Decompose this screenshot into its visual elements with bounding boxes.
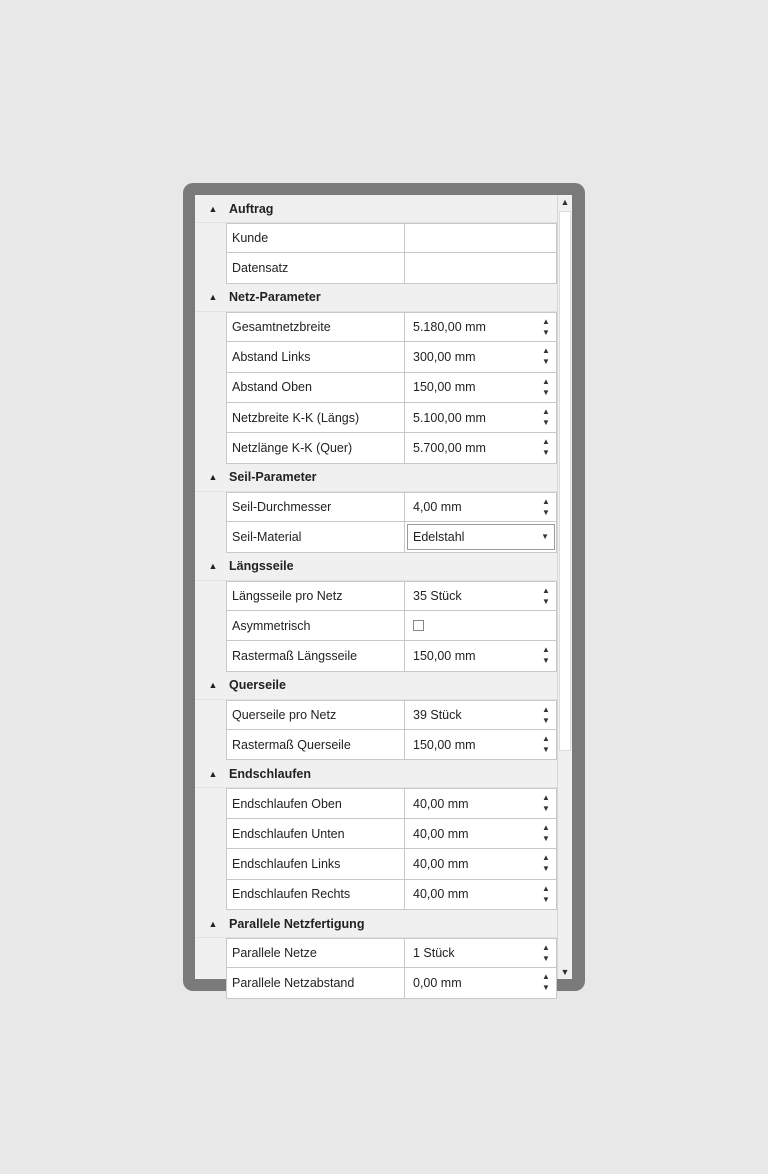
spin-control[interactable] [540,704,552,726]
property-row-laengsseile-pro-netz [227,581,557,611]
spin-up-icon[interactable]: ▲ [542,793,550,803]
property-row-endschlaufen-rechts [227,880,557,910]
spin-down-icon[interactable]: ▼ [542,833,550,843]
spin-control[interactable] [540,733,552,755]
spin-up-icon[interactable]: ▲ [542,943,550,953]
spin-control[interactable] [540,822,552,844]
spin-control[interactable] [540,496,552,518]
section-rows-endschlaufen [226,788,557,910]
spin-up-icon[interactable]: ▲ [542,437,550,447]
spin-control[interactable] [540,971,552,993]
property-value-seil-material[interactable] [405,522,557,551]
property-label: Seil-Durchmesser [227,493,405,521]
property-value-netzlaenge-k-k-quer[interactable] [405,433,557,462]
spin-down-icon[interactable]: ▼ [542,327,550,337]
section-header-netz-parameter[interactable] [195,284,557,312]
property-row-seil-material [227,522,557,552]
spin-down-icon[interactable]: ▼ [542,357,550,367]
property-label: Abstand Links [227,342,405,371]
property-row-netzlaenge-k-k-quer [227,433,557,463]
property-value-gesamtnetzbreite[interactable] [405,313,557,341]
asymmetric-checkbox[interactable] [413,620,424,631]
property-value-abstand-oben[interactable] [405,373,557,402]
spin-control[interactable] [540,316,552,338]
scrollbar-thumb[interactable] [559,211,571,751]
spin-down-icon[interactable]: ▼ [542,715,550,725]
property-value-abstand-links[interactable] [405,342,557,371]
spin-control[interactable] [540,345,552,367]
property-value-asymmetrisch[interactable] [405,611,557,640]
property-label: Endschlaufen Unten [227,819,405,848]
property-value-endschlaufen-oben[interactable] [405,789,557,817]
spin-down-icon[interactable]: ▼ [542,983,550,993]
spin-up-icon[interactable]: ▲ [542,822,550,832]
value-text: 1 Stück [413,946,455,961]
spin-control[interactable] [540,376,552,398]
section-title: Querseile [229,678,286,693]
spin-up-icon[interactable]: ▲ [542,406,550,416]
section-rows-auftrag [226,223,557,284]
property-label: Endschlaufen Rechts [227,880,405,909]
collapse-icon[interactable]: ▲ [208,292,218,303]
property-value-netzbreite-k-k-laengs[interactable] [405,403,557,432]
vertical-scrollbar[interactable] [557,195,572,979]
property-label: Endschlaufen Links [227,849,405,878]
property-value-kunde[interactable] [405,224,557,252]
collapse-icon[interactable]: ▲ [208,680,218,691]
spin-control[interactable] [540,406,552,428]
spin-up-icon[interactable]: ▲ [542,972,550,982]
property-label: Rastermaß Längsseile [227,641,405,670]
spin-down-icon[interactable]: ▼ [542,894,550,904]
property-value-querseile-pro-netz[interactable] [405,701,557,729]
section-rows-seil-parameter [226,492,557,553]
property-panel-frame [183,183,585,991]
section-title: Endschlaufen [229,766,311,781]
value-text: 150,00 mm [413,648,476,663]
collapse-icon[interactable]: ▲ [208,768,218,779]
property-value-seil-durchmesser[interactable] [405,493,557,521]
value-text: 5.180,00 mm [413,319,486,334]
property-label: Netzlänge K-K (Quer) [227,433,405,462]
property-label: Längsseile pro Netz [227,582,405,610]
spin-down-icon[interactable]: ▼ [542,417,550,427]
section-header-endschlaufen[interactable] [195,760,557,788]
property-label: Gesamtnetzbreite [227,313,405,341]
value-text: 5.700,00 mm [413,441,486,456]
spin-up-icon[interactable]: ▲ [542,346,550,356]
property-row-endschlaufen-oben [227,788,557,818]
spin-down-icon[interactable]: ▼ [542,387,550,397]
section-rows-parallele-netzfertigung [226,938,557,999]
property-grid [195,195,557,993]
property-row-abstand-oben [227,373,557,403]
value-text: 40,00 mm [413,826,469,841]
property-value-endschlaufen-links[interactable] [405,849,557,878]
value-text: 40,00 mm [413,856,469,871]
property-row-netzbreite-k-k-laengs [227,403,557,433]
collapse-icon[interactable]: ▲ [208,472,218,483]
spin-control[interactable] [540,883,552,905]
property-row-gesamtnetzbreite [227,312,557,342]
property-label: Parallele Netzabstand [227,968,405,997]
dropdown-value: Edelstahl [413,529,465,544]
spin-up-icon[interactable]: ▲ [542,704,550,714]
property-row-rastermass-laengsseile [227,641,557,671]
value-text: 40,00 mm [413,796,469,811]
spin-down-icon[interactable]: ▼ [542,507,550,517]
property-row-datensatz [227,253,557,283]
section-rows-querseile [226,700,557,761]
property-value-rastermass-laengsseile[interactable] [405,641,557,670]
collapse-icon[interactable]: ▲ [208,561,218,572]
property-row-parallele-netzabstand [227,968,557,998]
property-row-seil-durchmesser [227,492,557,522]
scroll-down-icon[interactable]: ▼ [560,967,570,977]
property-value-laengsseile-pro-netz[interactable] [405,582,557,610]
property-row-asymmetrisch [227,611,557,641]
spin-up-icon[interactable]: ▲ [542,316,550,326]
spin-up-icon[interactable]: ▲ [542,645,550,655]
value-text: 4,00 mm [413,499,462,514]
value-text: 150,00 mm [413,380,476,395]
value-text: 0,00 mm [413,976,462,991]
value-text: 35 Stück [413,588,462,603]
property-label: Querseile pro Netz [227,701,405,729]
spin-up-icon[interactable]: ▲ [542,734,550,744]
property-value-parallele-netze[interactable] [405,939,557,967]
spin-up-icon[interactable]: ▲ [542,585,550,595]
section-header-parallele-netzfertigung[interactable] [195,910,557,938]
property-value-endschlaufen-rechts[interactable] [405,880,557,909]
chevron-down-icon[interactable]: ▼ [541,532,549,542]
section-header-auftrag[interactable] [195,195,557,223]
scroll-up-icon[interactable]: ▲ [560,197,570,207]
property-label: Datensatz [227,253,405,282]
property-value-endschlaufen-unten[interactable] [405,819,557,848]
spin-down-icon[interactable]: ▼ [542,954,550,964]
property-label: Kunde [227,224,405,252]
section-header-laengsseile[interactable] [195,553,557,581]
spin-up-icon[interactable]: ▲ [542,883,550,893]
value-text: 150,00 mm [413,737,476,752]
property-label: Asymmetrisch [227,611,405,640]
property-value-parallele-netzabstand[interactable] [405,968,557,997]
property-value-datensatz[interactable] [405,253,557,282]
section-header-seil-parameter[interactable] [195,464,557,492]
property-label: Seil-Material [227,522,405,551]
spin-up-icon[interactable]: ▲ [542,496,550,506]
section-title: Seil-Parameter [229,470,317,485]
spin-control[interactable] [540,942,552,964]
property-value-rastermass-querseile[interactable] [405,730,557,759]
section-header-querseile[interactable] [195,672,557,700]
spin-control[interactable] [540,792,552,814]
value-text: 300,00 mm [413,349,476,364]
property-label: Abstand Oben [227,373,405,402]
spin-down-icon[interactable]: ▼ [542,745,550,755]
spin-control[interactable] [540,644,552,666]
value-text: 5.100,00 mm [413,410,486,425]
section-rows-laengsseile [226,581,557,672]
property-row-rastermass-querseile [227,730,557,760]
section-title: Netz-Parameter [229,290,321,305]
value-text: 40,00 mm [413,887,469,902]
spin-up-icon[interactable]: ▲ [542,853,550,863]
property-panel [195,195,572,993]
spin-down-icon[interactable]: ▼ [542,864,550,874]
spin-control[interactable] [540,852,552,874]
property-row-kunde [227,223,557,253]
value-text: 39 Stück [413,707,462,722]
spin-up-icon[interactable]: ▲ [542,376,550,386]
spin-down-icon[interactable]: ▼ [542,804,550,814]
property-row-parallele-netze [227,938,557,968]
spin-control[interactable] [540,436,552,458]
material-dropdown[interactable] [407,524,555,549]
section-title: Längsseile [229,559,294,574]
collapse-icon[interactable]: ▲ [208,203,218,214]
property-row-endschlaufen-links [227,849,557,879]
property-label: Rastermaß Querseile [227,730,405,759]
section-rows-netz-parameter [226,312,557,464]
spin-control[interactable] [540,585,552,607]
spin-down-icon[interactable]: ▼ [542,448,550,458]
property-label: Netzbreite K-K (Längs) [227,403,405,432]
property-label: Endschlaufen Oben [227,789,405,817]
property-row-querseile-pro-netz [227,700,557,730]
section-title: Parallele Netzfertigung [229,916,365,931]
property-row-endschlaufen-unten [227,819,557,849]
collapse-icon[interactable]: ▲ [208,918,218,929]
spin-down-icon[interactable]: ▼ [542,656,550,666]
property-row-abstand-links [227,342,557,372]
property-label: Parallele Netze [227,939,405,967]
section-title: Auftrag [229,201,274,216]
spin-down-icon[interactable]: ▼ [542,596,550,606]
